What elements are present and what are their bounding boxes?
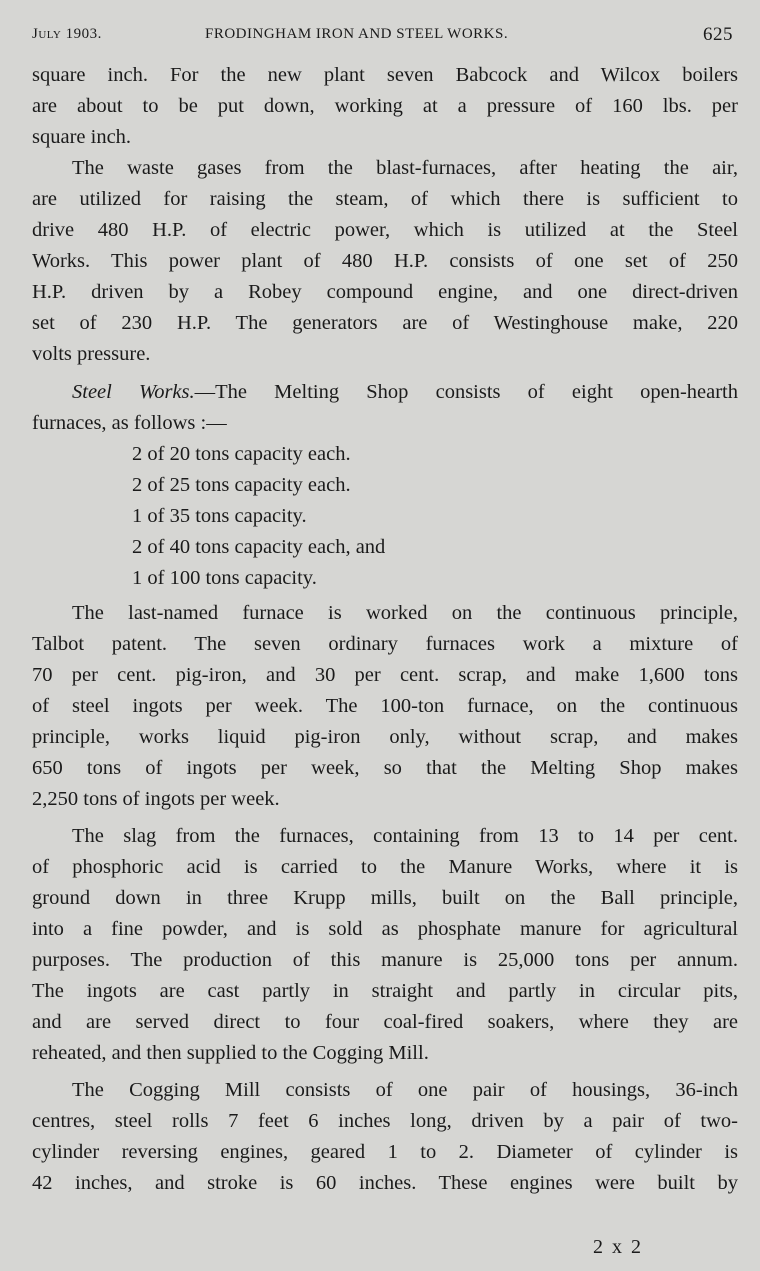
text-line (32, 342, 738, 366)
text-line (32, 694, 738, 718)
text-line (72, 380, 738, 404)
text-line (32, 1041, 738, 1065)
text-line (72, 1078, 738, 1102)
list-item (132, 535, 385, 559)
line-text: Works. This power plant of 480 H.P. consists of one set of 250 (32, 250, 738, 272)
line-text: 2 of 20 tons capacity each. (132, 443, 351, 465)
text-line (72, 824, 738, 848)
line-text: square inch. For the new plant seven Babcock and Wilcox boilers (32, 64, 738, 86)
text-line (32, 855, 738, 879)
line-text: —The Melting Shop consists of eight open-hearth (194, 381, 738, 403)
line-text: The Cogging Mill consists of one pair of housings, 36-inch (72, 1079, 738, 1101)
line-text: 1 of 100 tons capacity. (132, 567, 317, 589)
text-line (32, 311, 738, 335)
text-line (32, 63, 738, 87)
line-text: of steel ingots per week. The 100-ton furnace, on the continuous (32, 695, 738, 717)
running-header-title: FRODINGHAM IRON AND STEEL WORKS. (205, 26, 509, 42)
text-line (32, 187, 738, 211)
text-line (32, 632, 738, 656)
section-heading: Steel Works. (72, 381, 195, 403)
text-line (32, 1010, 738, 1034)
text-line (32, 1140, 738, 1164)
text-line (32, 249, 738, 273)
line-text: purposes. The production of this manure is 25,000 tons per annum. (32, 949, 738, 971)
list-item (132, 566, 317, 590)
line-text: 650 tons of ingots per week, so that the Melting Shop makes (32, 757, 738, 779)
list-item (132, 473, 351, 497)
line-text: principle, works liquid pig-iron only, without scrap, and makes (32, 726, 738, 748)
text-line (32, 886, 738, 910)
line-text: volts pressure. (32, 343, 151, 365)
line-text: drive 480 H.P. of electric power, which is utilized at the Steel (32, 219, 738, 241)
line-text: 70 per cent. pig-iron, and 30 per cent. scrap, and make 1,600 tons (32, 664, 738, 686)
text-line (32, 1109, 738, 1133)
page-number: 625 (703, 24, 733, 45)
text-line (32, 411, 738, 435)
text-line (32, 979, 738, 1003)
text-line (32, 725, 738, 749)
line-text: are about to be put down, working at a pressure of 160 lbs. per (32, 95, 738, 117)
line-text: furnaces, as follows :— (32, 412, 227, 434)
text-line (32, 1171, 738, 1195)
line-text: centres, steel rolls 7 feet 6 inches long, driven by a pair of two- (32, 1110, 738, 1132)
line-text: and are served direct to four coal-fired soakers, where they are (32, 1011, 738, 1033)
running-header-date: July 1903. (32, 26, 102, 42)
line-text: set of 230 H.P. The generators are of Westinghouse make, 220 (32, 312, 738, 334)
list-item (132, 504, 307, 528)
line-text: The last-named furnace is worked on the continuous principle, (72, 602, 738, 624)
text-line (32, 787, 738, 811)
line-text: 2 of 25 tons capacity each. (132, 474, 351, 496)
line-text: are utilized for raising the steam, of which there is sufficient to (32, 188, 738, 210)
line-text: cylinder reversing engines, geared 1 to 2. Diameter of cylinder is (32, 1141, 738, 1163)
line-text: The waste gases from the blast-furnaces, after heating the air, (72, 157, 738, 179)
line-text: 1 of 35 tons capacity. (132, 505, 307, 527)
line-text: 2 of 40 tons capacity each, and (132, 536, 386, 558)
text-line (32, 218, 738, 242)
text-line (32, 756, 738, 780)
line-text: square inch. (32, 126, 132, 148)
text-line (32, 94, 738, 118)
line-text: ground down in three Krupp mills, built on the Ball principle, (32, 887, 738, 909)
text-line (32, 663, 738, 687)
text-line (32, 125, 738, 149)
text-line (32, 948, 738, 972)
text-line (32, 280, 738, 304)
line-text: 2,250 tons of ingots per week. (32, 788, 280, 810)
text-line (32, 917, 738, 941)
line-text: The slag from the furnaces, containing from 13 to 14 per cent. (72, 825, 738, 847)
line-text: of phosphoric acid is carried to the Manure Works, where it is (32, 856, 738, 878)
list-item (132, 442, 351, 466)
signature-mark: 2 x 2 (593, 1236, 643, 1258)
line-text: The ingots are cast partly in straight and partly in circular pits, (32, 980, 738, 1002)
line-text: reheated, and then supplied to the Cogging Mill. (32, 1042, 429, 1064)
text-line (72, 156, 738, 180)
line-text: H.P. driven by a Robey compound engine, and one direct-driven (32, 281, 738, 303)
line-text: 42 inches, and stroke is 60 inches. These engines were built by (32, 1172, 738, 1194)
line-text: Talbot patent. The seven ordinary furnaces work a mixture of (32, 633, 738, 655)
text-line (72, 601, 738, 625)
line-text: into a fine powder, and is sold as phosphate manure for agricultural (32, 918, 738, 940)
